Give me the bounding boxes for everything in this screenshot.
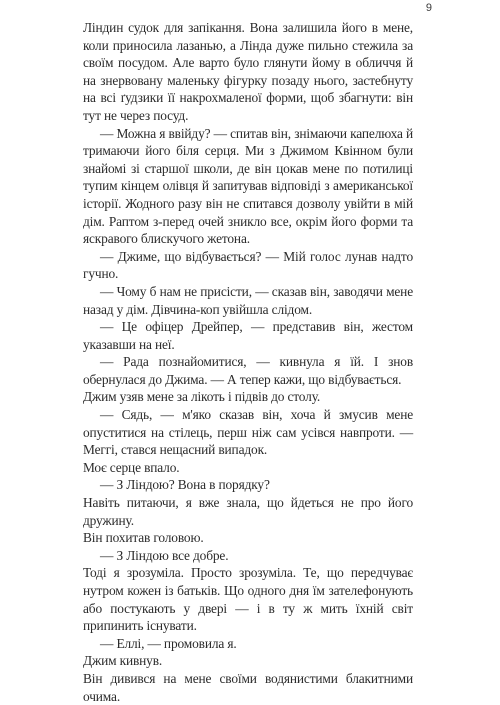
paragraph: — З Ліндою все добре. — [100, 547, 229, 563]
paragraph: — Сядь, — м'яко сказав він, хоча й змусив мене опуститися на стілець, перш ніж сам усівся навпроти. — Меггі, стався нещасний випадок. — [83, 407, 413, 458]
paragraph: Джим кивнув. — [83, 653, 163, 669]
paragraph: Він похитав головою. — [83, 530, 204, 546]
paragraph: — Еллі, — промовила я. — [100, 635, 237, 651]
paragraph: Навіть питаючи, я вже знала, що йдеться не про його дружину. — [83, 495, 413, 528]
paragraph: — Джиме, що відбувається? — Мій голос лунав надто гучно. — [83, 248, 413, 282]
page-number: 9 — [425, 2, 432, 14]
paragraph: Він дивився на мене своїми водянистими блакитними очима. — [83, 670, 413, 704]
paragraph: — Це офіцер Дрейпер, — представив він, жестом указавши на неї. — [83, 319, 413, 352]
paragraph: — З Ліндою? Вона в порядку? — [100, 477, 270, 493]
paragraph: Тоді я зрозуміла. Просто зрозуміла. Те, що передчуває нутром кожен із батьків. Що одного дня їм зателефонують або постукають у двері — і в ту ж мить їхній світ припинить існувати. — [83, 565, 413, 634]
text-body — [83, 19, 413, 705]
paragraph: — Рада познайомитися, — кивнула я їй. І знов обернулася до Джима. — А тепер кажи, що відбувається. — [83, 354, 413, 387]
paragraph: Моє серце впало. — [83, 459, 180, 475]
paragraph: — Можна я ввійду? — спитав він, знімаючи капелюха й тримаючи його біля серця. Ми з Джимом Квінном були знайомі зі старшої школи, де він цокав мене по потилиці тупим кінцем олівця й запитував відповіді з американської історії. Жодного разу він не спитався дозволу увійти в мій дім. Раптом з-перед очей зникло все, окрім його форми та яскравого блискучого жетона. — [83, 125, 413, 247]
paragraph: Ліндин судок для запікання. Вона залишила його в мене, коли приносила лазанью, а Лінда дуже пильно стежила за своїм посудом. Але варто було глянути йому в обличчя й на знервовану маленьку фігурку позаду нього, застебнуту на всі ґудзики її накрохмаленої форми, щоб збагнути: він тут не через посуд. — [83, 20, 413, 123]
paragraph: Джим узяв мене за лікоть і підвів до столу. — [83, 389, 321, 405]
paragraph: — Чому б нам не присісти, — сказав він, заводячи мене назад у дім. Дівчина-коп увійшла слідом. — [83, 283, 413, 317]
